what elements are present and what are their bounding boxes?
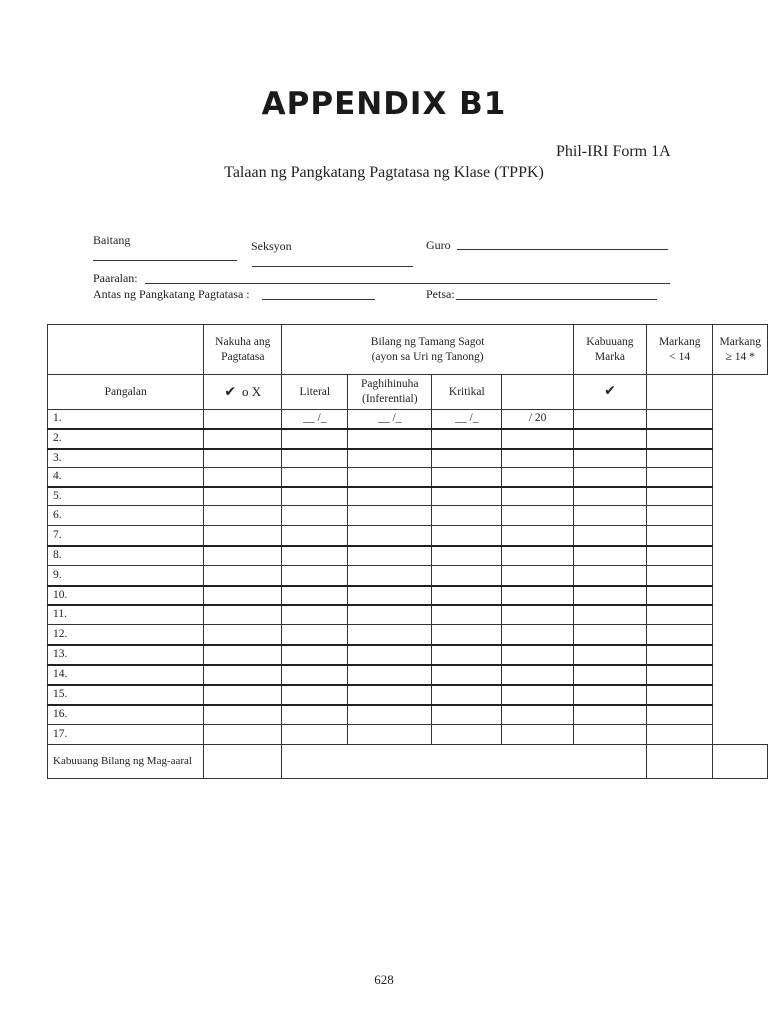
- row-number: 2.: [48, 429, 204, 449]
- table-row: [48, 410, 768, 429]
- row-cell-kritikal[interactable]: [432, 487, 502, 506]
- row-cell-markang-ge[interactable]: [646, 705, 713, 725]
- row-cell-markang-lt[interactable]: [573, 468, 646, 487]
- seksyon-field[interactable]: [252, 266, 413, 267]
- row-cell-kritikal[interactable]: [432, 468, 502, 487]
- row-cell-kritikal[interactable]: [432, 506, 502, 526]
- row-cell-total[interactable]: [502, 586, 574, 605]
- petsa-field[interactable]: [456, 299, 657, 300]
- row-cell-literal[interactable]: [282, 705, 348, 725]
- assessment-table: [47, 324, 768, 779]
- row-cell-nakuha[interactable]: [204, 468, 282, 487]
- row-cell-markang-ge[interactable]: [646, 546, 713, 566]
- header-bilang: [282, 325, 574, 375]
- row-cell-literal[interactable]: [282, 546, 348, 566]
- guro-label: Guro: [426, 238, 451, 252]
- row-cell-markang-lt[interactable]: [573, 566, 646, 586]
- row-number: 17.: [48, 725, 204, 745]
- row-cell-total[interactable]: [502, 605, 574, 625]
- row-cell-nakuha[interactable]: [204, 605, 282, 625]
- row-cell-nakuha[interactable]: [204, 645, 282, 665]
- row-cell-kritikal[interactable]: [432, 566, 502, 586]
- row-cell-markang-ge[interactable]: [646, 449, 713, 468]
- table-row: [48, 605, 768, 625]
- table-row: [48, 487, 768, 506]
- row-cell-total[interactable]: [502, 487, 574, 506]
- row-cell-total[interactable]: [502, 665, 574, 685]
- row-cell-markang-lt[interactable]: [573, 506, 646, 526]
- row-cell-kritikal[interactable]: [432, 725, 502, 745]
- row-cell-total[interactable]: [502, 625, 574, 645]
- checkmark-icon: ✔: [604, 383, 616, 399]
- header-kritikal: Kritikal: [432, 375, 502, 410]
- row-cell-total[interactable]: [502, 449, 574, 468]
- row-cell-total[interactable]: [502, 705, 574, 725]
- row-cell-total[interactable]: [502, 685, 574, 705]
- row-cell-literal[interactable]: [282, 725, 348, 745]
- checkmark-icon: ✔: [224, 383, 237, 400]
- row-cell-kritikal[interactable]: [432, 449, 502, 468]
- row-cell-paghihinuha[interactable]: [348, 725, 432, 745]
- table-row: [48, 625, 768, 645]
- row-cell-markang-ge[interactable]: [646, 410, 713, 429]
- table-row: [48, 468, 768, 487]
- row-cell-kritikal[interactable]: [432, 546, 502, 566]
- row-cell-literal[interactable]: [282, 625, 348, 645]
- row-cell-nakuha[interactable]: [204, 685, 282, 705]
- row-number: 4.: [48, 468, 204, 487]
- row-cell-markang-lt[interactable]: [573, 449, 646, 468]
- footer-cell[interactable]: [713, 745, 768, 779]
- form-code: Phil-IRI Form 1A: [556, 143, 671, 160]
- row-number: 14.: [48, 665, 204, 685]
- row-cell-literal[interactable]: [282, 605, 348, 625]
- row-cell-total[interactable]: [502, 546, 574, 566]
- table-row: [48, 665, 768, 685]
- header-empty: [502, 375, 574, 410]
- table-row: [48, 645, 768, 665]
- row-cell-markang-lt[interactable]: [573, 487, 646, 506]
- row-cell-markang-lt[interactable]: [573, 685, 646, 705]
- row-cell-literal[interactable]: [282, 645, 348, 665]
- row-cell-literal[interactable]: [282, 468, 348, 487]
- row-number: 12.: [48, 625, 204, 645]
- row-cell-paghihinuha[interactable]: [348, 586, 432, 605]
- header-bilang-title: Bilang ng Tamang Sagot: [370, 335, 485, 348]
- table-row: [48, 705, 768, 725]
- row-cell-paghihinuha[interactable]: [348, 665, 432, 685]
- row-cell-paghihinuha[interactable]: [348, 605, 432, 625]
- row-number: 3.: [48, 449, 204, 468]
- row-cell-nakuha[interactable]: [204, 546, 282, 566]
- row-cell-paghihinuha[interactable]: [348, 625, 432, 645]
- row-cell-markang-ge[interactable]: [646, 468, 713, 487]
- row-cell-kritikal[interactable]: [432, 586, 502, 605]
- row-number: 10.: [48, 586, 204, 605]
- row-cell-kritikal[interactable]: [432, 605, 502, 625]
- row-cell-nakuha[interactable]: [204, 725, 282, 745]
- row-cell-kritikal[interactable]: [432, 685, 502, 705]
- row-cell-kritikal[interactable]: [432, 665, 502, 685]
- form-subtitle: Talaan ng Pangkatang Pagtatasa ng Klase (TPPK): [224, 164, 544, 181]
- row-cell-nakuha[interactable]: [204, 506, 282, 526]
- row-cell-total[interactable]: [502, 566, 574, 586]
- page-title: APPENDIX B1: [261, 86, 507, 122]
- row-cell-markang-lt[interactable]: [573, 586, 646, 605]
- table-row: [48, 449, 768, 468]
- paaralan-label: Paaralan:: [93, 271, 138, 285]
- table-row: [48, 526, 768, 546]
- row-cell-markang-ge[interactable]: [646, 645, 713, 665]
- row-cell-paghihinuha[interactable]: [348, 468, 432, 487]
- row-cell-paghihinuha[interactable]: [348, 566, 432, 586]
- row-cell-literal[interactable]: [282, 487, 348, 506]
- row-cell-literal[interactable]: [282, 665, 348, 685]
- row-cell-total[interactable]: [502, 429, 574, 449]
- row-cell-markang-ge[interactable]: [646, 429, 713, 449]
- footer-label: Kabuuang Bilang ng Mag-aaral: [48, 745, 204, 779]
- header-nakuha: Nakuha ang Pagtatasa: [204, 325, 282, 375]
- row-cell-nakuha[interactable]: [204, 665, 282, 685]
- row-cell-markang-lt[interactable]: [573, 705, 646, 725]
- row-number: 6.: [48, 506, 204, 526]
- antas-label: Antas ng Pangkatang Pagtatasa :: [93, 287, 250, 301]
- row-cell-total[interactable]: [502, 725, 574, 745]
- row-cell-paghihinuha[interactable]: [348, 506, 432, 526]
- header-pangalan: Pangalan: [48, 375, 204, 410]
- header-check-or-x: [204, 375, 282, 410]
- row-cell-kritikal[interactable]: [432, 526, 502, 546]
- row-number: 7.: [48, 526, 204, 546]
- row-cell-total[interactable]: [502, 645, 574, 665]
- table-row: [48, 506, 768, 526]
- row-number: 1.: [48, 410, 204, 429]
- row-cell-paghihinuha[interactable]: [348, 487, 432, 506]
- row-cell-literal[interactable]: [282, 526, 348, 546]
- row-cell-markang-ge[interactable]: [646, 566, 713, 586]
- header-empty-2: [646, 375, 713, 410]
- row-cell-markang-ge[interactable]: [646, 665, 713, 685]
- baitang-label: Baitang: [93, 233, 131, 247]
- header-check: [573, 375, 646, 410]
- row-number: 15.: [48, 685, 204, 705]
- row-cell-nakuha[interactable]: [204, 566, 282, 586]
- row-cell-literal[interactable]: [282, 449, 348, 468]
- header-literal: Literal: [282, 375, 348, 410]
- header-markang-ge: Markang ≥ 14 *: [713, 325, 768, 375]
- row-cell-kritikal[interactable]: [432, 645, 502, 665]
- row-number: 13.: [48, 645, 204, 665]
- table-row: [48, 566, 768, 586]
- row-cell-nakuha[interactable]: [204, 586, 282, 605]
- row-cell-paghihinuha[interactable]: [348, 546, 432, 566]
- header-kabuuang-marka: Kabuuang Marka: [573, 325, 646, 375]
- row-cell-markang-ge[interactable]: [646, 506, 713, 526]
- row-cell-literal[interactable]: [282, 685, 348, 705]
- row-cell-kritikal[interactable]: [432, 705, 502, 725]
- row-cell-nakuha[interactable]: [204, 449, 282, 468]
- footer-cell[interactable]: [646, 745, 713, 779]
- row-cell-markang-ge[interactable]: [646, 586, 713, 605]
- row-cell-nakuha[interactable]: [204, 526, 282, 546]
- row-cell-nakuha[interactable]: [204, 705, 282, 725]
- row-cell-total[interactable]: / 20: [502, 410, 574, 429]
- row-cell-literal[interactable]: [282, 429, 348, 449]
- row-cell-markang-lt[interactable]: [573, 725, 646, 745]
- petsa-label: Petsa:: [426, 287, 455, 301]
- row-cell-kritikal[interactable]: [432, 625, 502, 645]
- row-cell-total[interactable]: [502, 506, 574, 526]
- row-cell-markang-lt[interactable]: [573, 526, 646, 546]
- row-cell-total[interactable]: [502, 468, 574, 487]
- row-cell-markang-lt[interactable]: [573, 645, 646, 665]
- row-cell-markang-ge[interactable]: [646, 487, 713, 506]
- o-x-label: o X: [242, 383, 262, 399]
- row-cell-literal[interactable]: [282, 586, 348, 605]
- row-number: 9.: [48, 566, 204, 586]
- row-cell-markang-ge[interactable]: [646, 526, 713, 546]
- row-cell-paghihinuha[interactable]: [348, 705, 432, 725]
- row-cell-nakuha[interactable]: [204, 487, 282, 506]
- header-blank: [48, 325, 204, 375]
- row-cell-kritikal[interactable]: __ /_: [432, 410, 502, 429]
- row-cell-paghihinuha[interactable]: [348, 685, 432, 705]
- guro-field[interactable]: [457, 249, 668, 250]
- table-row: [48, 546, 768, 566]
- row-cell-literal[interactable]: [282, 506, 348, 526]
- row-cell-markang-ge[interactable]: [646, 625, 713, 645]
- row-number: 8.: [48, 546, 204, 566]
- row-cell-paghihinuha[interactable]: [348, 526, 432, 546]
- row-cell-markang-ge[interactable]: [646, 725, 713, 745]
- row-cell-markang-lt[interactable]: [573, 625, 646, 645]
- row-cell-paghihinuha[interactable]: __ /_: [348, 410, 432, 429]
- footer-cell[interactable]: [204, 745, 282, 779]
- seksyon-label: Seksyon: [251, 239, 292, 253]
- row-cell-paghihinuha[interactable]: [348, 429, 432, 449]
- header-bilang-subtitle: (ayon sa Uri ng Tanong): [371, 350, 484, 363]
- row-cell-markang-lt[interactable]: [573, 546, 646, 566]
- footer-cell-wide[interactable]: [282, 745, 647, 779]
- row-cell-kritikal[interactable]: [432, 429, 502, 449]
- row-cell-nakuha[interactable]: [204, 410, 282, 429]
- row-cell-markang-lt[interactable]: [573, 429, 646, 449]
- row-cell-markang-lt[interactable]: [573, 410, 646, 429]
- row-number: 11.: [48, 605, 204, 625]
- row-cell-total[interactable]: [502, 526, 574, 546]
- table-row: [48, 429, 768, 449]
- table-row: [48, 685, 768, 705]
- row-number: 16.: [48, 705, 204, 725]
- row-cell-nakuha[interactable]: [204, 429, 282, 449]
- row-cell-markang-lt[interactable]: [573, 605, 646, 625]
- baitang-field[interactable]: [93, 260, 237, 261]
- row-cell-paghihinuha[interactable]: [348, 449, 432, 468]
- table-row: [48, 725, 768, 745]
- row-cell-nakuha[interactable]: [204, 625, 282, 645]
- header-markang-lt: Markang < 14: [646, 325, 713, 375]
- row-number: 5.: [48, 487, 204, 506]
- row-cell-markang-ge[interactable]: [646, 605, 713, 625]
- row-cell-paghihinuha[interactable]: [348, 645, 432, 665]
- header-paghihinuha: Paghihinuha (Inferential): [348, 375, 432, 410]
- paaralan-field[interactable]: [145, 283, 670, 284]
- row-cell-literal[interactable]: [282, 566, 348, 586]
- antas-field[interactable]: [262, 299, 375, 300]
- row-cell-markang-lt[interactable]: [573, 665, 646, 685]
- row-cell-literal[interactable]: __ /_: [282, 410, 348, 429]
- row-cell-markang-ge[interactable]: [646, 685, 713, 705]
- table-row: [48, 586, 768, 605]
- page-number: 628: [374, 972, 394, 987]
